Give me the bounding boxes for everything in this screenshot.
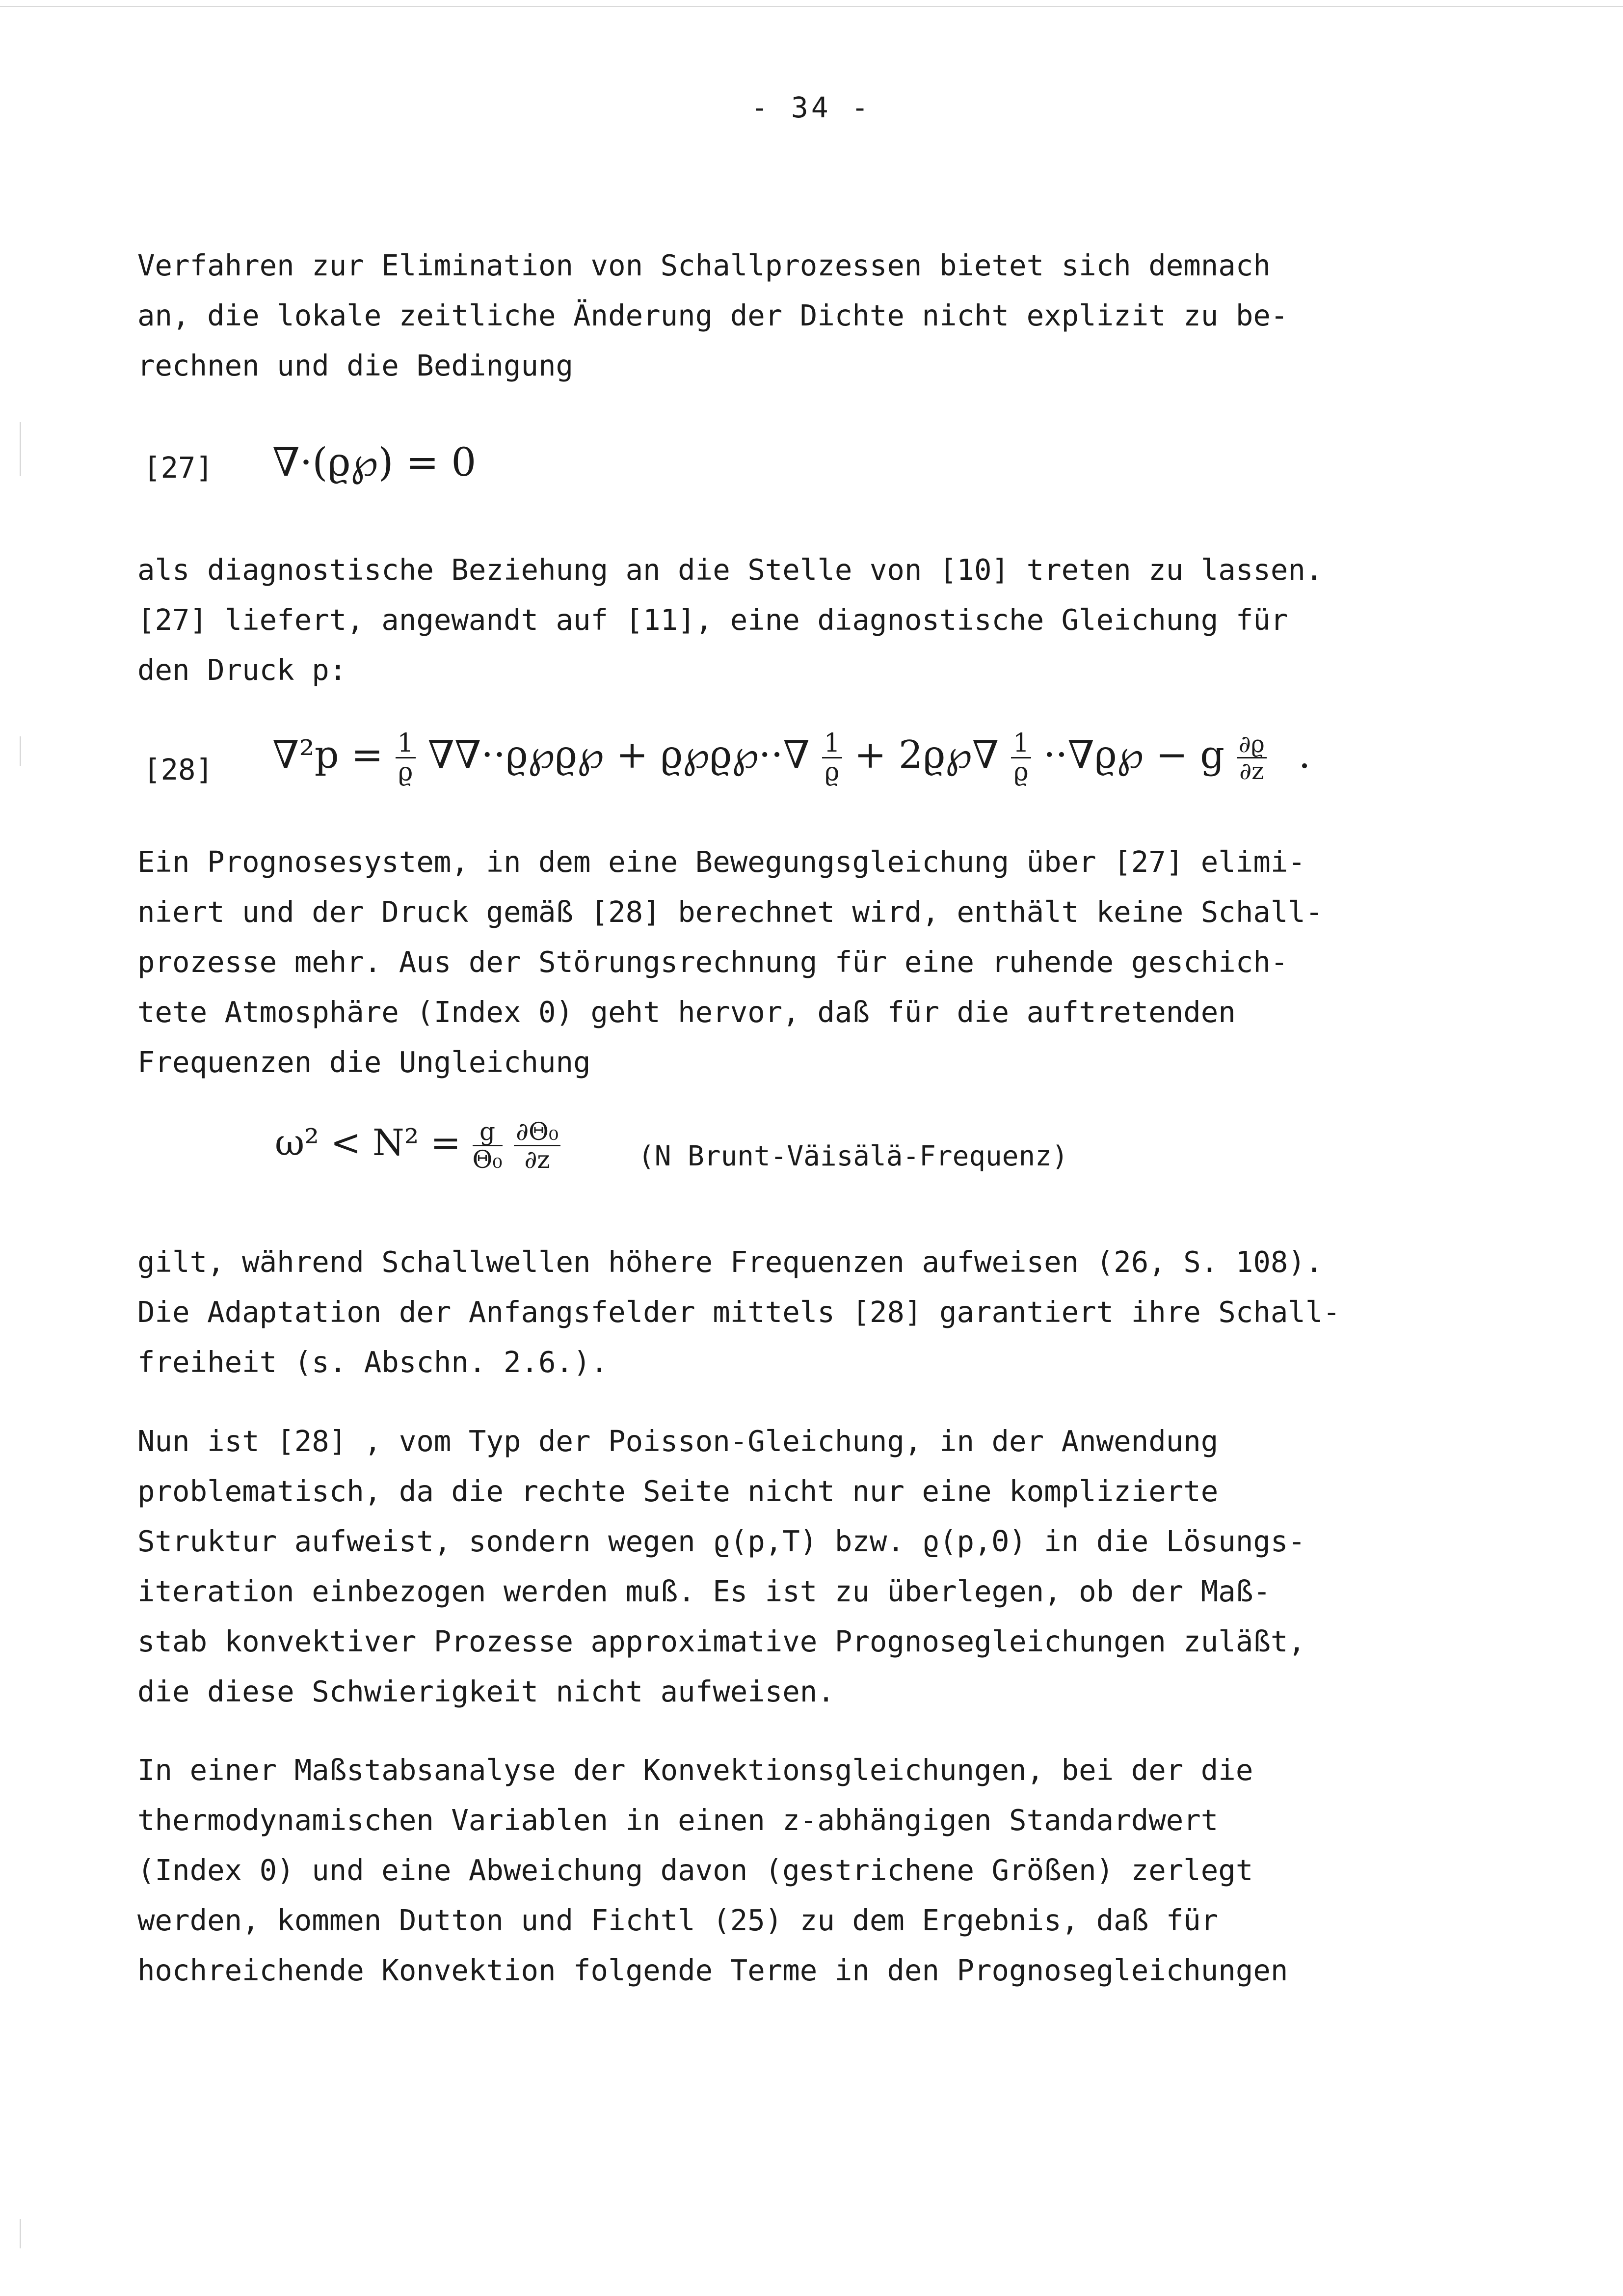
text-line: Ein Prognosesystem, in dem eine Bewegungsgleichung über [27] elimi- (137, 845, 1305, 879)
scan-edge-mark (20, 736, 21, 766)
equation-28-label: [28] (143, 753, 213, 786)
text-line: Frequenzen die Ungleichung (137, 1045, 591, 1079)
fraction-denominator: ϱ (1013, 757, 1029, 787)
eq28-part2: ∇∇··ϱ℘ϱ℘ + ϱ℘ϱ℘··∇ (427, 733, 810, 777)
eq28-fraction-3 (1011, 730, 1031, 785)
text-line: stab konvektiver Prozesse approximative Prognosegleichungen zuläßt, (137, 1624, 1305, 1658)
paragraph-4 (137, 1237, 1541, 1387)
fraction-numerator: 1 (1011, 730, 1031, 758)
text-line: niert und der Druck gemäß [28] berechnet wird, enthält keine Schall- (137, 895, 1323, 929)
text-line: hochreichende Konvektion folgende Terme in den Prognosegleichungen (137, 1953, 1288, 1987)
equation-27: ∇·(ϱ℘) = 0 (272, 439, 477, 485)
scan-edge-mark (20, 422, 21, 476)
fraction-numerator: g (473, 1119, 503, 1146)
text-line: tete Atmosphäre (Index 0) geht hervor, daß für die auftretenden (137, 995, 1236, 1029)
eq28-part4: ··∇ϱ℘ − g (1043, 733, 1225, 777)
scan-edge-mark (20, 2219, 21, 2248)
paragraph-6 (137, 1745, 1541, 1996)
fraction-numerator: 1 (822, 730, 842, 758)
fraction-denominator: ϱ (825, 757, 840, 787)
text-line: prozesse mehr. Aus der Störungsrechnung für eine ruhende geschich- (137, 945, 1288, 979)
eq28-end-mark: . (1298, 733, 1311, 777)
text-line: problematisch, da die rechte Seite nicht nur eine komplizierte (137, 1474, 1219, 1508)
text-line: [27] liefert, angewandt auf [11], eine diagnostische Gleichung für (137, 603, 1288, 637)
eq28-part3: + 2ϱ℘∇ (854, 733, 999, 777)
text-line: Die Adaptation der Anfangsfelder mittels [28] garantiert ihre Schall- (137, 1295, 1340, 1329)
eq28-part1: ∇²p = (272, 733, 383, 777)
text-line: freiheit (s. Abschn. 2.6.). (137, 1345, 609, 1379)
paragraph-3 (137, 837, 1541, 1087)
text-line: rechnen und die Bedingung (137, 349, 574, 382)
inequality-lhs: ω² < N² = (275, 1121, 461, 1164)
text-line: Struktur aufweist, sondern wegen ϱ(p,T) bzw. ϱ(p,Θ) in die Lösungs- (137, 1524, 1305, 1558)
fraction-denominator: ∂z (1239, 757, 1264, 785)
page-number: - 34 - (751, 91, 872, 124)
inequality-fraction-2 (514, 1119, 560, 1172)
text-line: Verfahren zur Elimination von Schallprozessen bietet sich demnach (137, 248, 1271, 282)
text-line: die diese Schwierigkeit nicht aufweisen. (137, 1675, 835, 1708)
text-line: den Druck p: (137, 653, 347, 687)
fraction-numerator: ∂Θ₀ (514, 1119, 560, 1146)
fraction-numerator: 1 (396, 730, 416, 758)
text-line: an, die lokale zeitliche Änderung der Dichte nicht explizit zu be- (137, 298, 1288, 332)
eq28-fraction-2 (822, 730, 842, 785)
scan-top-edge (0, 6, 1623, 7)
text-line: (Index 0) und eine Abweichung davon (gestrichene Größen) zerlegt (137, 1853, 1253, 1887)
text-line: werden, kommen Dutton und Fichtl (25) zu dem Ergebnis, daß für (137, 1903, 1219, 1937)
equation-28 (272, 730, 1310, 785)
text-line: Nun ist [28] , vom Typ der Poisson-Gleichung, in der Anwendung (137, 1424, 1219, 1458)
equation-27-label: [27] (143, 451, 213, 485)
eq28-fraction-1 (396, 730, 416, 785)
inequality-fraction-1 (473, 1119, 503, 1172)
fraction-denominator: Θ₀ (472, 1145, 503, 1174)
inequality-note: (N Brunt-Väisälä-Frequenz) (638, 1140, 1068, 1172)
fraction-denominator: ϱ (398, 757, 413, 787)
text-line: In einer Maßstabsanalyse der Konvektionsgleichungen, bei der die (137, 1753, 1253, 1787)
text-line: als diagnostische Beziehung an die Stelle von [10] treten zu lassen. (137, 553, 1323, 587)
inequality-equation (275, 1119, 560, 1172)
text-line: gilt, während Schallwellen höhere Frequenzen aufweisen (26, S. 108). (137, 1245, 1323, 1279)
paragraph-1 (137, 241, 1541, 391)
fraction-numerator: ∂ϱ (1237, 732, 1267, 758)
text-line: iteration einbezogen werden muß. Es ist zu überlegen, ob der Maß- (137, 1574, 1271, 1608)
eq28-fraction-4 (1237, 732, 1267, 783)
paragraph-2 (137, 545, 1541, 695)
fraction-denominator: ∂z (524, 1145, 550, 1174)
text-line: thermodynamischen Variablen in einen z-abhängigen Standardwert (137, 1803, 1219, 1837)
paragraph-5 (137, 1416, 1541, 1717)
